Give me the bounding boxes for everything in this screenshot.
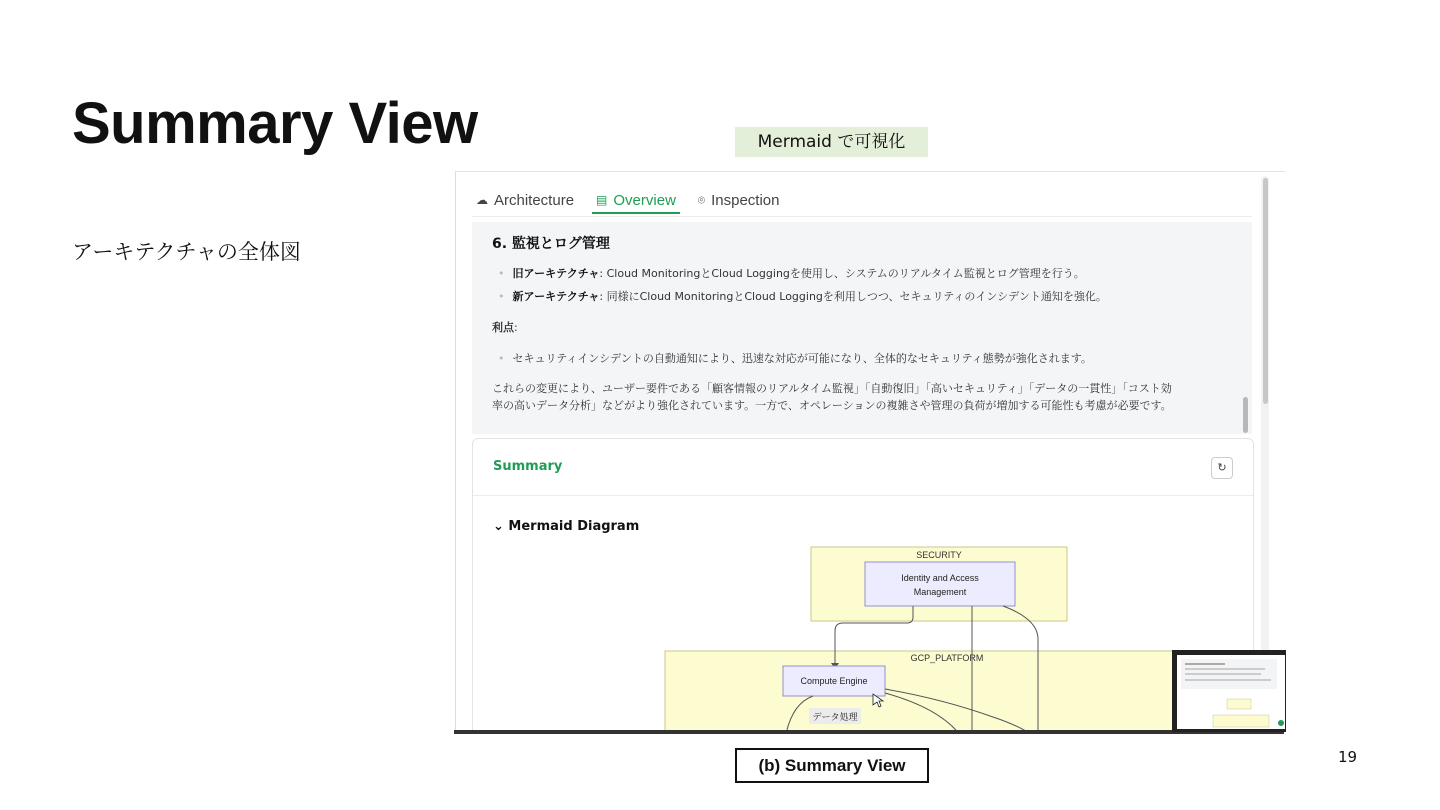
thumb-line xyxy=(1185,679,1271,681)
list-item xyxy=(498,265,1085,281)
thumb-group xyxy=(1213,715,1269,727)
slide-title: Summary View xyxy=(72,91,478,156)
diagram-heading: Mermaid Diagram xyxy=(508,519,640,534)
iam-node-label: Identity and Access xyxy=(901,573,979,583)
tab-label: Architecture xyxy=(494,191,575,209)
screenshot-bottom-border xyxy=(454,730,1284,734)
app-screenshot xyxy=(455,171,1285,732)
figure-caption: (b) Summary View xyxy=(735,748,929,783)
item-text: セキュリティインシデントの自動通知により、迅速な対応が可能になり、全体的なセキュリティ態勢が強化されます。 xyxy=(512,352,1092,365)
tab-label: Overview xyxy=(613,191,676,209)
thumb-status-dot xyxy=(1278,720,1284,726)
report-icon: ▤ xyxy=(596,193,608,207)
platform-group xyxy=(665,651,1253,732)
mermaid-tag: Mermaid で可視化 xyxy=(735,127,928,157)
thumbnail-sketch xyxy=(1177,655,1285,729)
tab-label: Inspection xyxy=(711,191,780,209)
thumbnail-content xyxy=(1177,655,1285,729)
iam-node-label: Management xyxy=(913,587,967,597)
slide-subtitle: アーキテクチャの全体図 xyxy=(72,240,301,264)
tabs-divider xyxy=(472,216,1252,217)
thumb-line xyxy=(1185,668,1265,670)
refresh-button[interactable] xyxy=(1211,457,1233,479)
bullet-dot: • xyxy=(498,352,505,365)
cloud-icon: ☁ xyxy=(476,193,488,207)
thumb-group xyxy=(1227,699,1251,709)
summary-paragraph-line: 率の高いデータ分析」などがより強化されています。一方で、オペレーションの複雑さや管理の負荷が増加する可能性も考慮が必要です。 xyxy=(492,399,1172,412)
page-scrollbar-thumb[interactable] xyxy=(1263,178,1268,404)
tab-overview[interactable] xyxy=(592,188,680,214)
page-number: 19 xyxy=(1338,748,1358,766)
list-item xyxy=(498,288,1107,304)
item-text: : Cloud MonitoringとCloud Loggingを使用し、システムのリアルタイム監視とログ管理を行う。 xyxy=(599,267,1085,280)
bullet-dot: • xyxy=(498,267,505,280)
benefit-heading xyxy=(492,319,1232,336)
tab-architecture[interactable] xyxy=(472,188,578,212)
edge-label: データ処理 xyxy=(812,713,858,723)
benefit-colon: : xyxy=(514,321,518,334)
preview-thumbnail xyxy=(1172,650,1286,732)
item-text: : 同様にCloud MonitoringとCloud Loggingを利用しつつ、セキュリティのインシデント通知を強化。 xyxy=(599,290,1107,303)
benefit-label: 利点 xyxy=(492,321,514,334)
diagram-toggle[interactable]: ⌄ Mermaid Diagram xyxy=(493,519,640,534)
tab-bar xyxy=(472,188,784,214)
tab-inspection[interactable] xyxy=(694,188,784,212)
thumb-line xyxy=(1185,663,1225,665)
summary-title: Summary xyxy=(493,459,563,474)
card-divider xyxy=(473,495,1253,496)
compute-engine-label: Compute Engine xyxy=(800,676,868,686)
list-item xyxy=(498,350,1092,366)
mermaid-diagram xyxy=(473,539,1253,732)
item-label: 旧アーキテクチャ xyxy=(512,267,600,280)
thumb-line xyxy=(1185,673,1261,675)
iam-node[interactable] xyxy=(865,562,1015,606)
bullet-dot: • xyxy=(498,290,505,303)
security-group-label: SECURITY xyxy=(916,550,962,560)
refresh-icon: ↻ xyxy=(1217,461,1227,474)
overview-panel xyxy=(472,222,1252,434)
section-title: 6. 監視とログ管理 xyxy=(492,236,610,252)
scan-icon: ⌾ xyxy=(697,192,706,207)
panel-scrollbar-thumb[interactable] xyxy=(1243,397,1248,433)
platform-group-label: GCP_PLATFORM xyxy=(910,653,984,663)
summary-card xyxy=(472,438,1254,732)
item-label: 新アーキテクチャ xyxy=(512,290,600,303)
summary-paragraph-line: これらの変更により、ユーザー要件である「顧客情報のリアルタイム監視」「自動復旧」「高いセキュリティ」「データの一貫性」「コスト効 xyxy=(492,382,1172,395)
